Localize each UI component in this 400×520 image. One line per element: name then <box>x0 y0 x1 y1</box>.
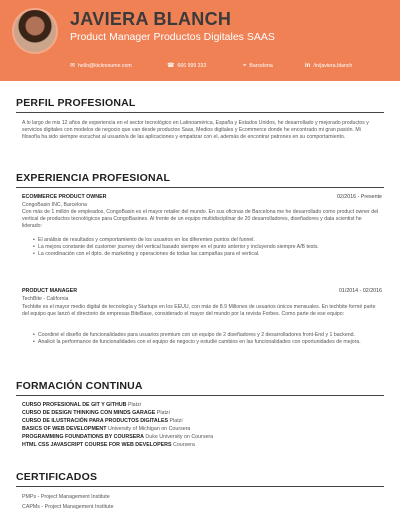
job-description: Techbite es el mayor medio digital de tecnología y Startups en los EEUU, con más de 8.9 Millones de usuarios únicos mensuales. En techbite formé parte del equipo que lanzó el directorio de empresas BiteBase, considerado el mayor del mundo por la revista Forbes. Como parte de ese equipo: <box>22 304 376 317</box>
section-divider <box>16 395 384 396</box>
section-title-experience: EXPERIENCIA PROFESIONAL <box>16 172 171 184</box>
envelope-icon: ✉ <box>70 63 76 69</box>
contact-linkedin-text: /in/javiera.blanch <box>313 63 353 69</box>
job-company: CongoBasin INC, Barcelona <box>22 202 87 208</box>
list-item: • Coordiné el diseño de funcionalidades para usuarios premium con un equipo de 2 diseñadores y 2 desarrolladores front-End y 1 backend. <box>38 332 378 339</box>
section-title-certifications: CERTIFICADOS <box>16 471 98 483</box>
contact-phone-text: 666 999 333 <box>177 63 207 69</box>
course-item <box>22 418 183 424</box>
course-name: PROGRAMMING FOUNDATIONS BY COURSERA <box>22 434 144 440</box>
course-item <box>22 434 213 440</box>
course-provider: Platzi <box>156 410 170 416</box>
list-item: • La mejora constante del customer journey del vertical basado siempre en el punto anterior y incluyendo siempre A/B tests. <box>38 244 378 251</box>
avatar <box>12 8 58 54</box>
course-provider: Platzi <box>127 402 141 408</box>
contact-bar <box>0 59 400 73</box>
job-title: ECOMMERCE PRODUCT OWNER <box>22 194 107 200</box>
section-title-profile: PERFIL PROFESIONAL <box>16 97 136 109</box>
course-item <box>22 410 170 416</box>
contact-location-text: Barcelona <box>249 63 273 69</box>
course-provider: Duke University on Coursera <box>145 434 214 440</box>
person-role: Product Manager Productos Digitales SAAS <box>70 31 275 43</box>
job-date: 02/2016 - Presente <box>336 194 382 200</box>
section-divider <box>16 187 384 188</box>
section-title-courses: FORMACIÓN CONTINUA <box>16 380 143 392</box>
contact-email[interactable] <box>70 63 132 69</box>
course-item <box>22 442 195 448</box>
course-item <box>22 402 141 408</box>
profile-summary: A lo largo de mis 12 años de experiencia en el sector tecnológico en Latinoamérica, España y Estados Unidos, he desarrollado y mejorado productos y servicios digitales con modelos de negocio que van desde productos Saas, Medios digitales y Ecommerce donde he encontrado mi gran pasión. Mi filosofía ha sido siempre escuchar al usuario/a de las aplicaciones y empatizar con el, además de encontrar patrones en su comportamiento. <box>22 120 369 140</box>
list-item: • El análisis de resultados y comportamiento de los usuarios en los diferentes puntos del funnel. <box>38 237 378 244</box>
contact-phone[interactable] <box>167 63 206 69</box>
job-bullets <box>38 332 378 346</box>
course-name: CURSO DE ILUSTRACIÓN PARA PRODUCTOS DIGITALES <box>22 418 169 424</box>
map-pin-icon: ⌖ <box>243 63 247 69</box>
course-item <box>22 426 190 432</box>
section-divider <box>16 486 384 487</box>
course-provider: University of Michigan on Coursera <box>107 426 191 432</box>
course-name: CURSO DE DESIGN THINKING CON MINDS GARAGE <box>22 410 156 416</box>
list-item: • Analicé la performance de funcionalidades con el equipo de negocio y estudié cambios en las funcionalidades con oportunidades de mejora. <box>38 339 378 346</box>
contact-email-text: hello@kickresume.com <box>78 63 132 69</box>
contact-linkedin[interactable] <box>305 63 352 69</box>
job-bullets <box>38 237 378 258</box>
certificate-item: CAPMs - Project Management Institute <box>22 504 114 510</box>
person-name: JAVIERA BLANCH <box>70 9 232 29</box>
list-item: • La coordinación con el dpto. de marketing y operaciones de todas las campañas para el vertical. <box>38 251 378 258</box>
job-title: PRODUCT MANAGER <box>22 288 78 294</box>
job-date: 01/2014 - 02/2016 <box>338 288 382 294</box>
job-company: TechBite - California <box>22 296 69 302</box>
course-name: BASICS OF WEB DEVELOPMENT <box>22 426 107 432</box>
linkedin-icon: in <box>305 63 311 69</box>
contact-location <box>243 63 273 69</box>
job-description: Con más de 1 millón de empleados, CongoBasin es el mayor retailer del mundo. En sus oficinas de Barcelona me he desarrollado como product owner del vertical de productos tecnológicos para CongoBasines. Al frente de un equipo multidisciplinar de 20 desarrolladores, diseñadores y data scientist he liderado: <box>22 209 379 229</box>
header-banner <box>0 0 400 81</box>
course-name: HTML CSS JAVASCRIPT COURSE FOR WEB DEVELOPERS <box>22 442 172 448</box>
certificate-item: PMPs - Project Management Institute <box>22 494 110 500</box>
course-provider: Platzi <box>169 418 183 424</box>
course-provider: Coursera <box>173 442 195 448</box>
phone-icon: ☎ <box>167 63 175 69</box>
course-name: CURSO PROFESIONAL DE GIT Y GITHUB <box>22 402 127 408</box>
section-divider <box>16 112 384 113</box>
